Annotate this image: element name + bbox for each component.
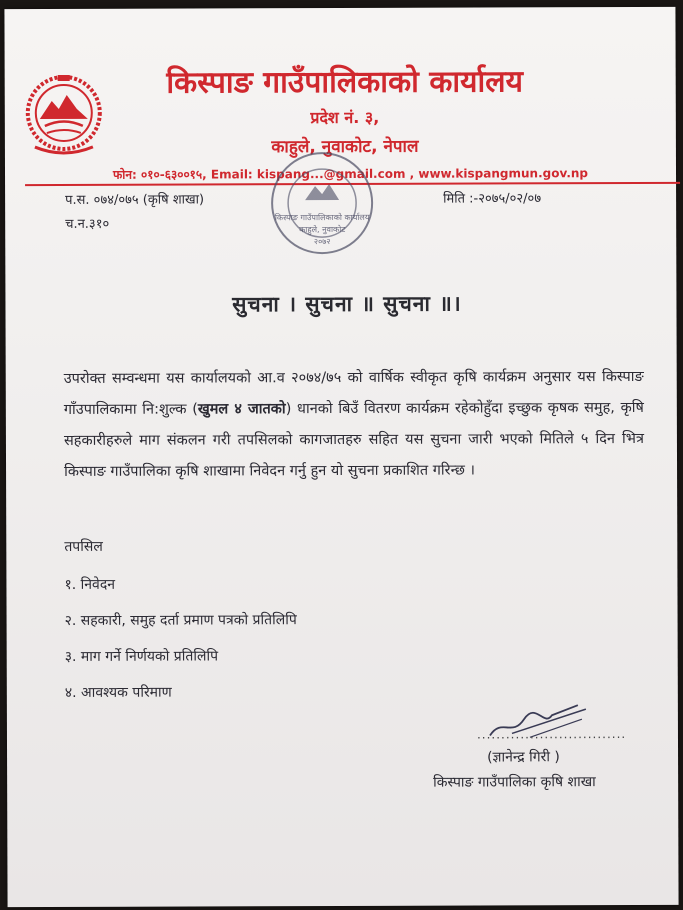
signer-name: (ज्ञानेन्द्र गिरी ) [487,749,560,766]
annex-item: २. सहकारी, समुह दर्ता प्रमाण पत्रको प्रतिलिपि [64,612,297,629]
contact-line: फोन: ०१०-६३००१५, Email: kispang...@gmail.com , www.kispangmun.gov.np [112,166,589,182]
office-stamp-icon [267,148,377,258]
annex-item: ३. माग गर्ने निर्णयको प्रतिलिपि [64,648,219,665]
notice-heading: सुचना । सुचना ॥ सुचना ॥। [232,291,462,317]
office-name: किस्पाङ गाउँपालिकाको कार्यालय [166,64,524,101]
notice-body-part1: उपरोक्त सम्वन्धमा यस कार्यालयको आ.व २०७४/७५ को वार्षिक स्वीकृत कृषि कार्यक्रम अनुसार यस किस्पाङ गाँउपालिकामा नि:शुल्क ( [63,368,644,418]
province-line: प्रदेश नं. ३, [310,107,380,128]
stamp-text-line1: किस्पाङ गाउँपालिकाको कार्यालय [274,212,370,223]
signer-office: किस्पाङ गाउँपालिका कृषि शाखा [433,774,596,791]
signature-line: ............................... [476,727,627,742]
annex-item: ४. आवश्यक परिमाण [64,684,172,701]
stamp-text-line2: काहुले, नुवाकोट [299,224,346,235]
reference-number: प.स. ०७४/०७५ (कृषि शाखा) [65,192,205,208]
notice-body [64,362,644,488]
annex-item: १. निवेदन [64,576,116,593]
letter-page [4,7,678,907]
stamp-text-line3: २०७२ [313,237,331,247]
address-line: काहुले, नुवाकोट, नेपाल [271,136,419,158]
letter-date: मिति :-२०७५/०२/०७ [443,191,542,207]
nepal-emblem-icon [25,71,103,155]
annex-list [64,574,297,719]
dispatch-number: च.न.३१० [65,216,110,232]
annex-title: तपसिल [64,538,103,555]
notice-body-bold: खुमल ४ जातको [197,401,286,418]
notice-body-part2: ) धानको बिउँ वितरण कार्यक्रम रहेकोहुँदा इच्छुक कृषक समुह, कृषि सहकारीहरुले माग संकलन गरी तपसिलको कागजातहरु सहित यस सुचना जारी भएको मितिले ५ दिन भित्र किस्पाङ गाउँपालिका कृषि शाखामा निवेदन गर्नु हुन यो सुचना प्रकाशित गरिन्छ । [63,399,644,480]
